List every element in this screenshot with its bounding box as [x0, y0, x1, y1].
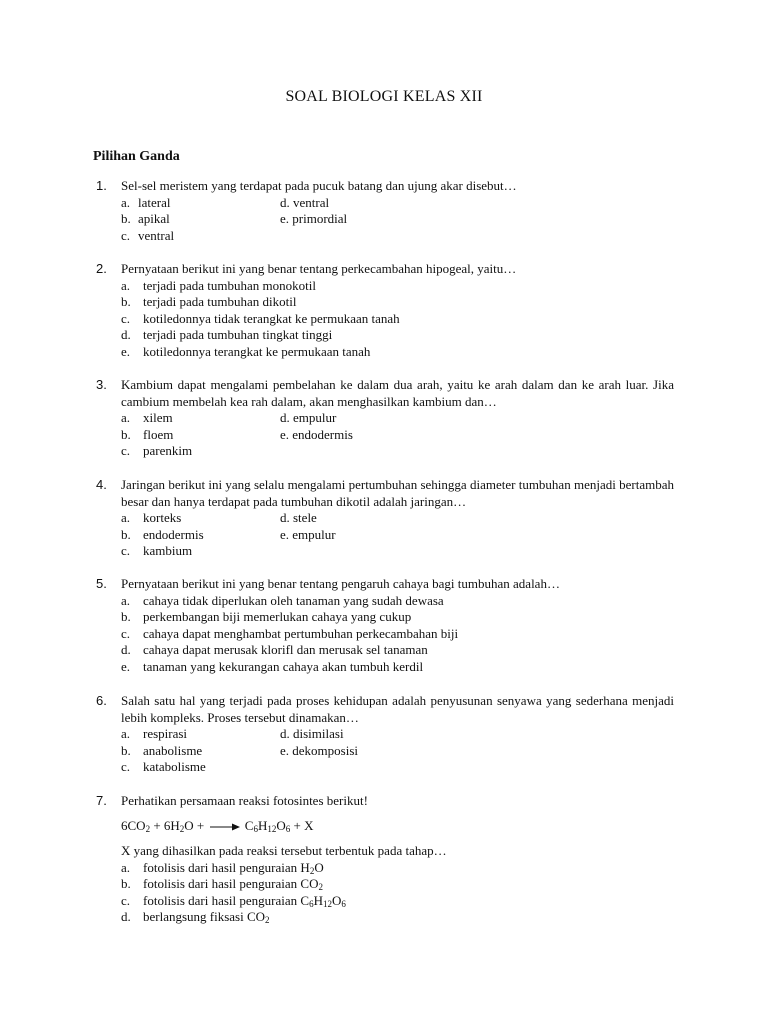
option-letter-d: d. — [121, 327, 131, 342]
option-row — [121, 860, 674, 877]
options — [121, 726, 674, 776]
option-b-text: fotolisis dari hasil penguraian CO — [143, 876, 319, 891]
question-number: 4. — [96, 477, 107, 492]
option-letter-b: b. — [121, 876, 131, 891]
option-letter-b: b. — [121, 742, 131, 758]
question-number: 3. — [96, 377, 107, 392]
option-row — [121, 527, 674, 544]
option-d-text: berlangsung fiksasi CO — [143, 909, 266, 924]
option-a — [143, 860, 324, 877]
option-letter-e: e. — [121, 343, 131, 359]
option-c-h: H — [313, 892, 323, 908]
option-letter-a: a. — [121, 410, 131, 425]
option-row — [121, 759, 674, 776]
question-text: Pernyataan berikut ini yang benar tentang pengaruh cahaya bagi tumbuhan adalah… — [121, 576, 560, 591]
option-e: kotiledonnya terangkat ke permukaan tanah — [143, 343, 371, 359]
option-c-text: fotolisis dari hasil penguraian C — [143, 892, 310, 908]
option-d: d. empulur — [280, 410, 337, 425]
option-a: cahaya tidak diperlukan oleh tanaman yang sudah dewasa — [143, 592, 444, 608]
option-row — [121, 344, 674, 361]
option-row — [121, 626, 674, 643]
option-a: respirasi — [143, 726, 188, 741]
option-e: e. primordial — [280, 211, 348, 226]
option-a-tail: O — [314, 859, 324, 875]
option-letter-c: c. — [121, 543, 131, 558]
option-b: terjadi pada tumbuhan dikotil — [143, 294, 297, 309]
option-letter-a: a. — [121, 510, 131, 525]
option-c-o: O — [331, 892, 342, 908]
option-c: cahaya dapat menghambat pertumbuhan perkecambahan biji — [143, 625, 459, 641]
option-letter-c: c. — [121, 892, 131, 908]
option-e: e. dekomposisi — [280, 742, 358, 758]
option-a: terjadi pada tumbuhan monokotil — [143, 277, 316, 293]
option-row — [121, 543, 674, 560]
question-number: 5. — [96, 576, 107, 591]
options — [121, 195, 674, 245]
eq-subscript: 6 — [341, 898, 346, 909]
question-4 — [96, 477, 674, 560]
question-text: Perhatikan persamaan reaksi fotosintes berikut! — [121, 793, 368, 808]
question-5 — [96, 576, 674, 675]
eq-term: H — [257, 817, 268, 833]
eq-subscript: 6 — [285, 823, 291, 834]
page-title: SOAL BIOLOGI KELAS XII — [285, 88, 483, 105]
option-d: cahaya dapat merusak klorifl dan merusak sel tanaman — [143, 642, 428, 657]
option-row — [121, 294, 674, 311]
option-row — [121, 211, 674, 228]
option-e: e. endodermis — [280, 426, 353, 442]
option-b: anabolisme — [143, 742, 203, 758]
option-b: apikal — [138, 211, 170, 226]
option-e: e. empulur — [280, 526, 336, 542]
option-letter-d: d. — [121, 909, 131, 924]
eq-subscript: 12 — [322, 898, 332, 909]
option-row — [121, 609, 674, 626]
option-row — [121, 726, 674, 743]
options — [121, 860, 674, 926]
option-d: d. stele — [280, 510, 317, 525]
option-row — [121, 443, 674, 460]
reaction-arrow-icon — [210, 823, 240, 831]
option-c: ventral — [138, 227, 175, 243]
question-number: 2. — [96, 261, 107, 276]
follow-up-question: X yang dihasilkan pada reaksi tersebut terbentuk pada tahap… — [121, 843, 447, 858]
question-text: Pernyataan berikut ini yang benar tentang perkecambahan hipogeal, yaitu… — [121, 261, 517, 276]
option-d: terjadi pada tumbuhan tingkat tinggi — [143, 327, 333, 342]
option-row — [121, 593, 674, 610]
option-letter-b: b. — [121, 426, 131, 442]
option-row — [121, 278, 674, 295]
option-a: korteks — [143, 510, 182, 525]
option-b — [143, 876, 323, 893]
option-b: floem — [143, 426, 174, 442]
option-c — [143, 893, 346, 910]
option-row — [121, 327, 674, 344]
option-d: d. disimilasi — [280, 726, 344, 741]
eq-subscript: 6 — [253, 823, 258, 834]
question-number: 7. — [96, 793, 107, 808]
option-letter-c: c. — [121, 625, 131, 641]
eq-term: 6CO — [121, 817, 146, 833]
eq-term: O — [276, 817, 286, 833]
option-row — [121, 743, 674, 760]
option-letter-b: b. — [121, 609, 131, 624]
section-heading: Pilihan Ganda — [93, 149, 180, 164]
eq-subscript: 2 — [318, 882, 323, 892]
eq-subscript: 2 — [309, 865, 315, 876]
option-c: katabolisme — [143, 759, 206, 774]
option-a: xilem — [143, 410, 173, 425]
option-b: endodermis — [143, 526, 204, 542]
question-text: Kambium dapat mengalami pembelahan ke dalam dua arah, yaitu ke arah dalam dan ke arah luar. Jika cambium membelah kea rah dalam, akan menghasilkan kambium dan… — [121, 377, 674, 409]
options — [121, 593, 674, 676]
option-a: lateral — [138, 194, 171, 210]
eq-subscript: 2 — [179, 823, 185, 834]
option-e: tanaman yang kekurangan cahaya akan tumbuh kerdil — [143, 658, 424, 674]
option-letter-b: b. — [121, 211, 131, 226]
question-2 — [96, 261, 674, 360]
question-3 — [96, 377, 674, 460]
option-letter-b: b. — [121, 294, 131, 309]
eq-subscript: 2 — [145, 823, 151, 834]
option-row — [121, 427, 674, 444]
option-letter-e: e. — [121, 658, 131, 674]
options — [121, 510, 674, 560]
options — [121, 410, 674, 460]
option-letter-a: a. — [121, 592, 131, 608]
eq-term: O + — [184, 817, 205, 833]
option-c: kambium — [143, 543, 193, 558]
option-letter-a: a. — [121, 726, 131, 741]
eq-term: C — [244, 817, 254, 833]
question-text: Sel-sel meristem yang terdapat pada pucuk batang dan ujung akar disebut… — [121, 178, 517, 193]
option-a-text: fotolisis dari hasil penguraian H — [143, 859, 310, 875]
eq-term: + 6H — [150, 817, 180, 833]
eq-subscript: 6 — [309, 898, 314, 909]
option-letter-a: a. — [121, 277, 131, 293]
option-letter-c: c. — [121, 443, 131, 458]
option-d: d. ventral — [280, 194, 330, 210]
option-d — [143, 909, 270, 926]
eq-subscript: 2 — [265, 915, 270, 925]
options — [121, 278, 674, 361]
option-row — [121, 893, 674, 910]
option-row — [121, 228, 674, 245]
question-6 — [96, 693, 674, 776]
option-row — [121, 659, 674, 676]
option-row — [121, 410, 674, 427]
option-row — [121, 195, 674, 212]
option-letter-d: d. — [121, 642, 131, 657]
option-letter-a: a. — [121, 194, 131, 210]
reaction-equation — [121, 818, 674, 835]
question-text: Jaringan berikut ini yang selalu mengalami pertumbuhan sehingga diameter tumbuhan menjadi bertambah besar dan hanya terdapat pada tumbuhan dikotil adalah jaringan… — [121, 477, 674, 509]
question-7 — [96, 793, 674, 926]
option-row — [121, 642, 674, 659]
option-row — [121, 311, 674, 328]
question-number: 6. — [96, 693, 107, 708]
question-1 — [96, 178, 674, 244]
option-row — [121, 909, 674, 926]
question-number: 1. — [96, 178, 107, 193]
option-c: parenkim — [143, 443, 193, 458]
option-letter-c: c. — [121, 227, 131, 243]
option-b: perkembangan biji memerlukan cahaya yang cukup — [143, 609, 412, 624]
option-row — [121, 510, 674, 527]
eq-subscript: 12 — [267, 823, 277, 834]
option-letter-c: c. — [121, 759, 131, 774]
option-letter-b: b. — [121, 526, 131, 542]
option-letter-c: c. — [121, 310, 131, 326]
question-text: Salah satu hal yang terjadi pada proses kehidupan adalah penyusunan senyawa yang sederhana menjadi lebih kompleks. Proses tersebut dinamakan… — [121, 693, 674, 725]
option-row — [121, 876, 674, 893]
eq-term: + X — [290, 817, 314, 833]
option-c: kotiledonnya tidak terangkat ke permukaan tanah — [143, 310, 400, 326]
option-letter-a: a. — [121, 859, 131, 875]
